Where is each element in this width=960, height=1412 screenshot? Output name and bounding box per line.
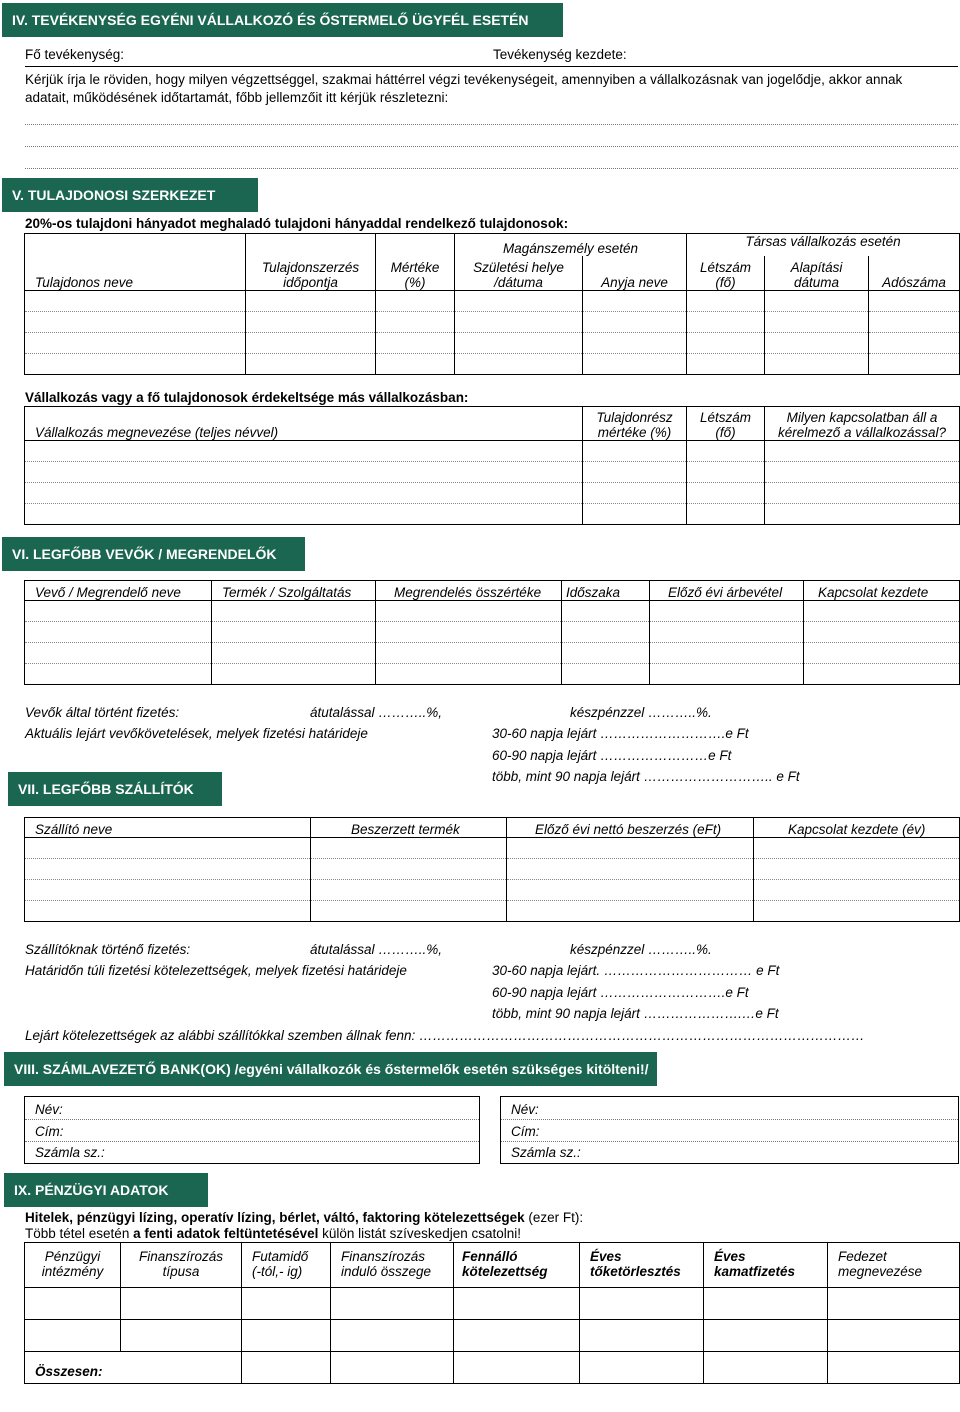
col-vevo-neve: Vevő / Megrendelő neve [25,581,212,601]
fill-line [25,1141,479,1142]
col-tulajdonos-neve: Tulajdonos neve [25,234,246,291]
vevok-fizetes-label: Vevők által történt fizetés: [25,705,180,720]
col-fennallo: Fennálló kötelezettség [454,1243,580,1288]
bank2-cim-label: Cím: [511,1124,540,1139]
section-viii-header: VIII. SZÁMLAVEZETŐ BANK(OK) /egyéni vállalkozók és őstermelők esetén szükséges kitölteni!/ [4,1052,657,1086]
table-row[interactable] [25,483,960,504]
col-szallito-neve: Szállító neve [25,818,311,838]
table-row[interactable] [25,838,960,859]
table-row[interactable] [25,462,960,483]
table-row[interactable] [25,664,960,685]
group-tarsas: Társas vállalkozás esetén [687,234,960,256]
szallitok-atutalas: átutalással ………..%, [310,942,443,957]
col-szuletesi: Születési helye /dátuma [455,256,583,291]
col-finanszirozas-tipusa: Finanszírozás típusa [121,1243,242,1288]
owners-subtitle: 20%-os tulajdoni hányadot meghaladó tulajdoni hányaddal rendelkező tulajdonosok: [25,216,569,231]
col-megrendeles: Megrendelés összértéke [376,581,562,601]
szallitok-fizetes-label: Szállítóknak történő fizetés: [25,942,191,957]
lejart-kotelezettsegek: Lejárt kötelezettségek az alábbi szállítókkal szemben állnak fenn: ……………………………………………………………………………………… [25,1028,865,1043]
interests-subtitle: Vállalkozás vagy a fő tulajdonosok érdekeltsége más vállalkozásban: [25,390,469,405]
col-fedezet: Fedezet megnevezése [828,1243,960,1288]
hatarido-label: Határidőn túli fizetési kötelezettségek, melyek fizetési határideje [25,963,407,978]
szallitok-lejart-30-60: 30-60 napja lejárt. …………………………… e Ft [492,963,780,978]
bank1-nev-label: Név: [35,1102,63,1117]
szallitok-keszpenz: készpénzzel ………..%. [570,942,712,957]
bank1-cim-label: Cím: [35,1124,64,1139]
bank2-szamla-label: Számla sz.: [511,1145,581,1160]
vevok-atutalas: átutalással ………..%, [310,705,443,720]
col-anyja-neve: Anyja neve [583,256,687,291]
szallitok-lejart-90: több, mint 90 napja lejárt ………………….…e Ft [492,1006,779,1021]
table-row[interactable] [25,859,960,880]
bank-box-2[interactable] [500,1096,959,1164]
bank1-szamla-label: Számla sz.: [35,1145,105,1160]
description-paragraph-line1: Kérjük írja le röviden, hogy milyen végzettséggel, szakmai háttérrel végzi tevékenységeit, amennyiben a vállalkozásnak van jogelődje, akkor annak [25,72,903,87]
col-kapcsolat-kezdete-ev: Kapcsolat kezdete (év) [754,818,960,838]
fill-line [501,1141,958,1142]
table-row[interactable] [25,901,960,922]
section-v-header: V. TULAJDONOSI SZERKEZET [2,178,258,212]
tevekenyseg-kezdete-label: Tevékenység kezdete: [493,47,627,62]
col-vallalkozas-megnevezese: Vállalkozás megnevezése (teljes névvel) [25,407,583,441]
interests-table [24,406,960,525]
col-penzugyi-intezmeny: Pénzügyi intézmény [25,1243,121,1288]
table-row[interactable] [25,354,960,375]
osszesen-row[interactable] [25,1352,960,1384]
table-row[interactable] [25,643,960,664]
col-alapitasi: Alapítási dátuma [765,256,869,291]
group-maganszemely: Magánszemély esetén [455,234,687,256]
col-adoszama: Adószáma [869,256,960,291]
fill-line[interactable] [25,124,958,125]
table-row[interactable] [25,880,960,901]
section-vii-header: VII. LEGFŐBB SZÁLLÍTÓK [8,772,222,806]
vevok-lejart-label: Aktuális lejárt vevőkövetelések, melyek fizetési határideje [25,726,368,741]
table-row[interactable] [25,333,960,354]
col-indulo-osszeg: Finanszírozás induló összege [331,1243,454,1288]
col-termek: Termék / Szolgáltatás [212,581,376,601]
description-paragraph-line2: adatait, működésének időtartamát, főbb jellemzőit itt kérjük részletezni: [25,90,449,105]
fill-line[interactable] [25,146,958,147]
osszesen-label: Összesen: [25,1352,242,1384]
col-toketorlesztes: Éves tőketörlesztés [580,1243,704,1288]
fill-line [25,1119,479,1120]
bank-box-1[interactable] [24,1096,480,1164]
col-merteke: Mértéke (%) [376,234,455,291]
financial-intro: Hitelek, pénzügyi lízing, operatív lízing, bérlet, váltó, faktoring kötelezettségek (ezer Ft): [25,1210,584,1225]
bank2-nev-label: Név: [511,1102,539,1117]
col-netto-beszerzes: Előző évi nettó beszerzés (eFt) [507,818,754,838]
financial-note: Több tétel esetén a fenti adatok feltüntetésével külön listát szíveskedjen csatolni! [25,1226,521,1241]
vevok-keszpenz: készpénzzel ………..%. [570,705,712,720]
col-idoszaka: Időszaka [562,581,650,601]
fill-line [501,1119,958,1120]
col-tulajdonresz: Tulajdonrész mértéke (%) [583,407,687,441]
fo-tevekenyseg-label: Fő tevékenység: [25,47,125,62]
table-row[interactable] [25,601,960,622]
vevok-lejart-90: több, mint 90 napja lejárt ……………………….. e Ft [492,769,800,784]
col-letszam: Létszám (fő) [687,256,765,291]
financial-table [24,1242,960,1384]
table-row[interactable] [25,312,960,333]
table-row[interactable] [25,441,960,462]
col-tulajdonszerzes: Tulajdonszerzés időpontja [246,234,376,291]
table-row[interactable] [25,1320,960,1352]
col-beszerzett-termek: Beszerzett termék [311,818,507,838]
section-ix-header: IX. PÉNZÜGYI ADATOK [4,1173,208,1207]
fill-line[interactable] [25,168,958,169]
section-iv-header: IV. TEVÉKENYSÉG EGYÉNI VÁLLALKOZÓ ÉS ŐSTERMELŐ ÜGYFÉL ESETÉN [2,3,563,37]
owners-table [24,233,960,375]
customers-table [24,580,960,685]
vevok-lejart-30-60: 30-60 napja lejárt ……………………….e Ft [492,726,749,741]
col-kapcsolat: Milyen kapcsolatban áll a kérelmező a vállalkozással? [765,407,960,441]
table-row[interactable] [25,622,960,643]
section-vi-header: VI. LEGFŐBB VEVŐK / MEGRENDELŐK [2,537,305,571]
table-row[interactable] [25,1288,960,1320]
szallitok-lejart-60-90: 60-90 napja lejárt ……………………….e Ft [492,985,749,1000]
col-futamido: Futamidő (-tól,- ig) [242,1243,331,1288]
col-arbevetel: Előző évi árbevétel [650,581,804,601]
suppliers-table [24,817,960,922]
separator-line [25,66,958,67]
vevok-lejart-60-90: 60-90 napja lejárt ……………………e Ft [492,748,732,763]
col-kapcsolat-kezdete: Kapcsolat kezdete [804,581,960,601]
table-row[interactable] [25,291,960,312]
col-kamatfizetes: Éves kamatfizetés [704,1243,828,1288]
col-letszam: Létszám (fő) [687,407,765,441]
table-row[interactable] [25,504,960,525]
